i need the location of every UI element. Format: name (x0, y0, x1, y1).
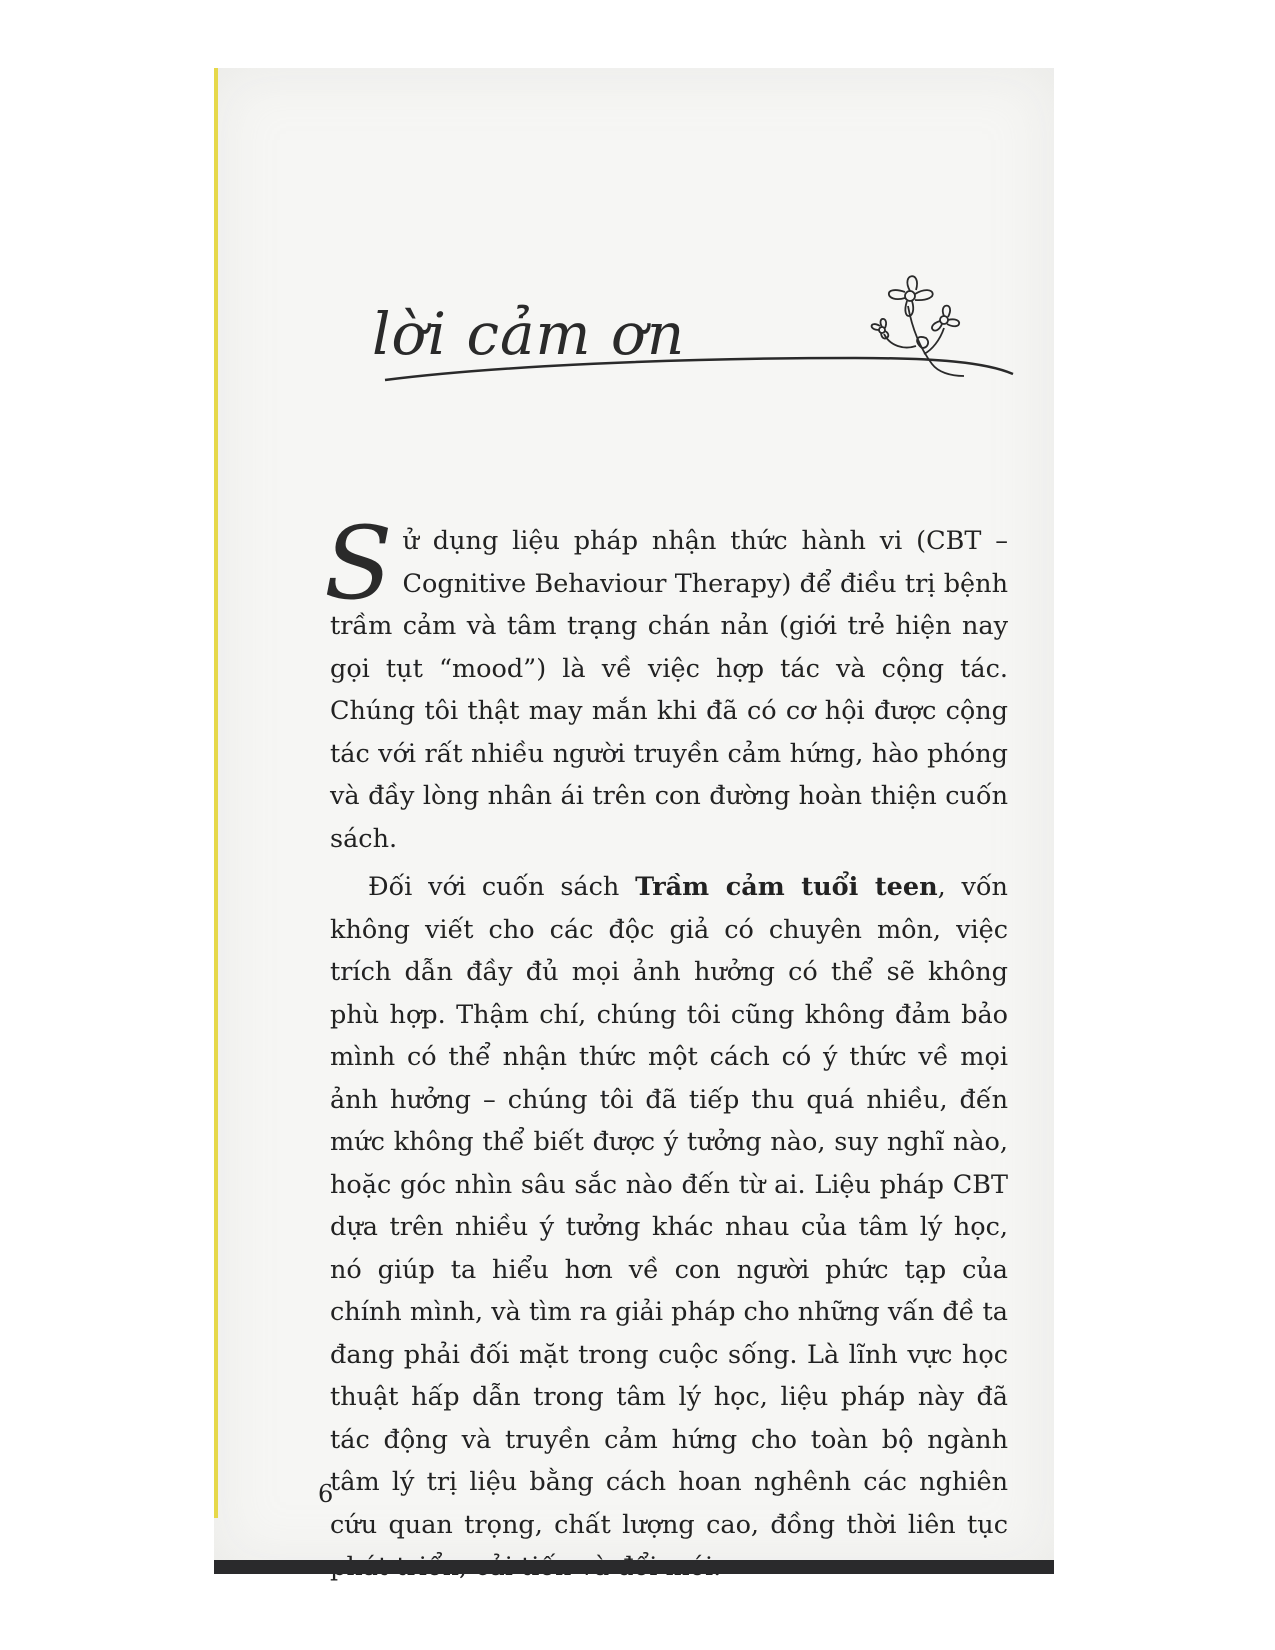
page-number: 6 (318, 1480, 334, 1508)
body-text (324, 505, 1008, 1589)
paragraph-1-text: ử dụng liệu pháp nhận thức hành vi (CBT – Cognitive Behaviour Therapy) để điều trị bệnh trầm cảm và tâm trạng chán nản (giới trẻ hiện nay gọi tụt “mood”) là về việc hợp tác và cộng tác. Chúng tôi thật may mắn khi đã có cơ hội được cộng tác với rất nhiều người truyền cảm hứng, hào phóng và đầy lòng nhân ái trên con đường hoàn thiện cuốn sách. (330, 526, 1008, 854)
paragraph-2 (330, 866, 1008, 1589)
chapter-heading: lời cảm ơn (372, 300, 686, 368)
page-bottom-edge (214, 1560, 1054, 1574)
flower-icon (860, 268, 980, 388)
paragraph-2-before: Đối với cuốn sách (368, 872, 636, 902)
page-edge (214, 68, 218, 1518)
book-title: Trầm cảm tuổi teen (635, 872, 938, 902)
drop-cap: S (324, 505, 393, 622)
paragraph-1 (324, 505, 1008, 860)
paragraph-2-after: , vốn không viết cho các độc giả có chuyên môn, việc trích dẫn đầy đủ mọi ảnh hưởng có thể sẽ không phù hợp. Thậm chí, chúng tôi cũng không đảm bảo mình có thể nhận thức một cách có ý thức về mọi ảnh hưởng – chúng tôi đã tiếp thu quá nhiều, đến mức không thể biết được ý tưởng nào, suy nghĩ nào, hoặc góc nhìn sâu sắc nào đến từ ai. Liệu pháp CBT dựa trên nhiều ý tưởng khác nhau của tâm lý học, nó giúp ta hiểu hơn về con người phức tạp của chính mình, và tìm ra giải pháp cho những vấn đề ta đang phải đối mặt trong cuộc sống. Là lĩnh vực học thuật hấp dẫn trong tâm lý học, liệu pháp này đã tác động và truyền cảm hứng cho toàn bộ ngành tâm lý trị liệu bằng cách hoan nghênh các nghiên cứu quan trọng, chất lượng cao, đồng thời liên tục (330, 872, 1008, 1540)
